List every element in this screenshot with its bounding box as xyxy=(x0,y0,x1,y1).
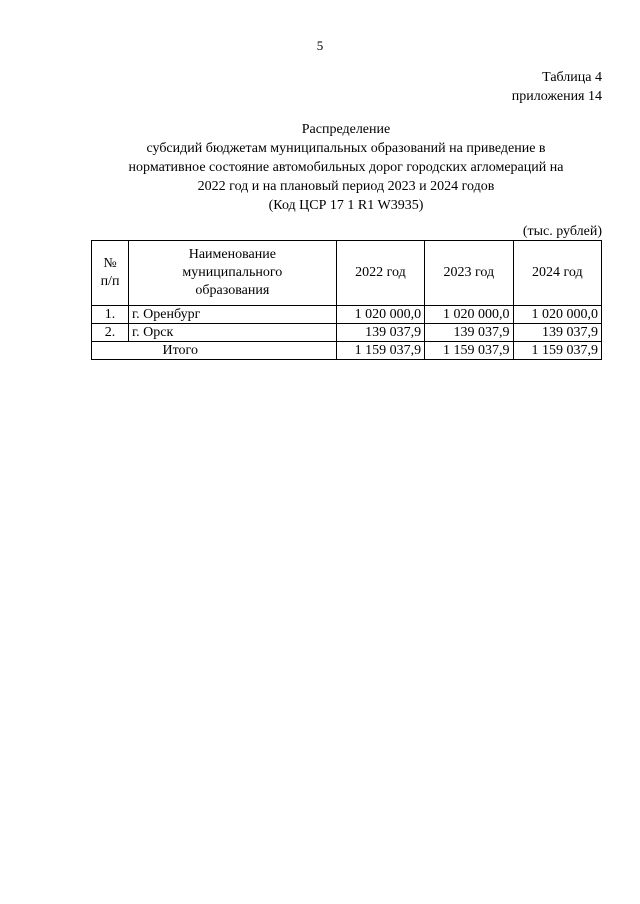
title-line5: (Код ЦСР 17 1 R1 W3935) xyxy=(268,198,424,213)
table-header-row xyxy=(92,241,602,306)
total-value-2022: 1 159 037,9 xyxy=(336,342,424,360)
document-title xyxy=(80,120,612,215)
units-label: (тыс. рублей) xyxy=(522,224,602,239)
row-name: г. Орск xyxy=(129,324,337,342)
row-value-2023: 139 037,9 xyxy=(425,324,513,342)
header-number-line1: № xyxy=(103,256,117,271)
header-number-line2: п/п xyxy=(100,274,120,289)
row-value-2024: 1 020 000,0 xyxy=(513,306,601,324)
total-label: Итого xyxy=(129,342,337,360)
table-reference-line1: Таблица 4 xyxy=(542,70,602,85)
header-name-text: Наименование муниципального образования xyxy=(182,247,283,298)
title-line2: субсидий бюджетам муниципальных образований на приведение в xyxy=(146,141,546,156)
total-value-2023: 1 159 037,9 xyxy=(425,342,513,360)
title-line3: нормативное состояние автомобильных дорог городских агломераций на xyxy=(128,160,564,175)
header-2024: 2024 год xyxy=(513,241,601,306)
title-line1: Распределение xyxy=(301,122,391,137)
header-name xyxy=(129,241,337,306)
table-row xyxy=(92,324,602,342)
table-reference-line2: приложения 14 xyxy=(511,89,602,104)
table-reference xyxy=(512,68,602,106)
row-value-2022: 1 020 000,0 xyxy=(336,306,424,324)
table-row xyxy=(92,306,602,324)
title-line4: 2022 год и на плановый период 2023 и 2024 годов xyxy=(197,179,495,194)
header-2022: 2022 год xyxy=(336,241,424,306)
total-value-2024: 1 159 037,9 xyxy=(513,342,601,360)
total-number-cell xyxy=(92,342,129,360)
distribution-table xyxy=(91,240,602,360)
page-number: 5 xyxy=(316,38,324,53)
row-number: 1. xyxy=(92,306,129,324)
header-2023: 2023 год xyxy=(425,241,513,306)
row-name: г. Оренбург xyxy=(129,306,337,324)
row-number: 2. xyxy=(92,324,129,342)
header-number xyxy=(92,241,129,306)
row-value-2024: 139 037,9 xyxy=(513,324,601,342)
total-row xyxy=(92,342,602,360)
row-value-2022: 139 037,9 xyxy=(336,324,424,342)
row-value-2023: 1 020 000,0 xyxy=(425,306,513,324)
